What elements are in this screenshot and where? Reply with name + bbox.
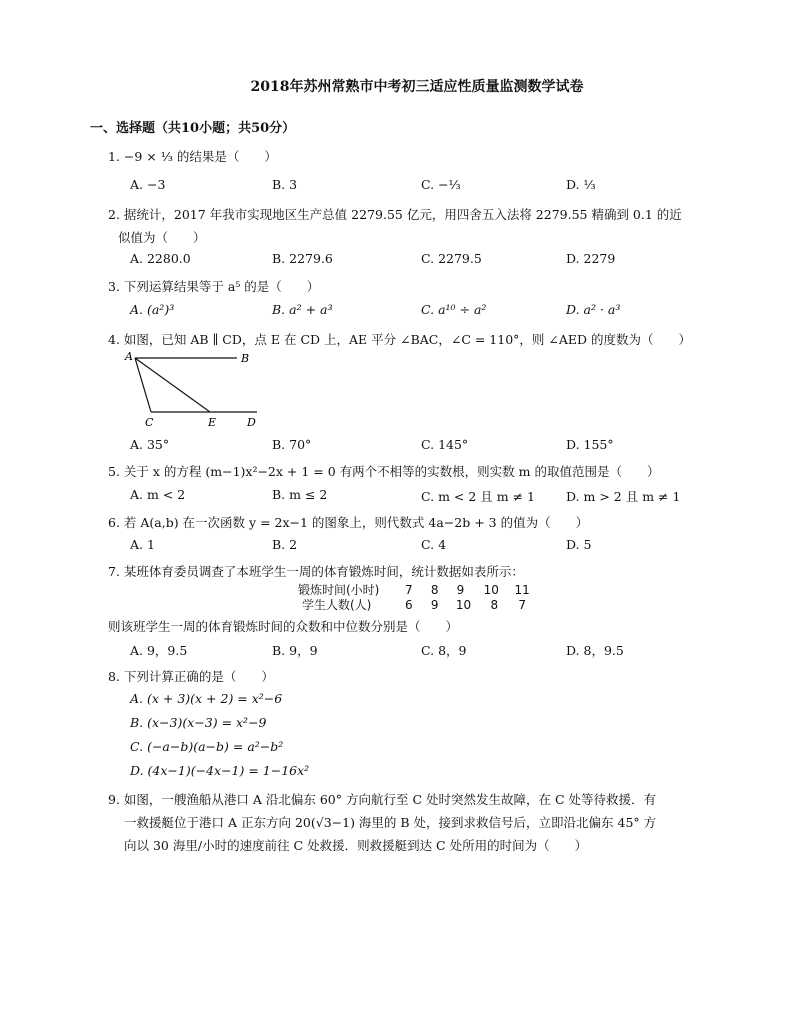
question-9-stem-line2: 一救援艇位于港口 A 正东方向 20(√3−1) 海里的 B 处，接到求救信号后，立即沿北偏东 45° 方 <box>124 815 657 830</box>
q3-option-d: D. a² · a³ <box>566 302 621 317</box>
q2-option-c: C. 2279.5 <box>421 251 482 266</box>
question-3-stem: 3. 下列运算结果等于 a⁵ 的是（ ） <box>108 279 320 294</box>
q6-option-b: B. 2 <box>272 537 298 552</box>
parallel-lines-figure <box>115 348 275 430</box>
q7-option-d: D. 8，9.5 <box>566 643 624 658</box>
q5-option-a: A. m < 2 <box>130 487 186 502</box>
question-4-stem: 4. 如图，已知 AB ∥ CD，点 E 在 CD 上，AE 平分 ∠BAC，∠C = 110°，则 ∠AED 的度数为（ ） <box>108 332 692 347</box>
q6-option-a: A. 1 <box>130 537 155 552</box>
q2-option-a: A. 2280.0 <box>130 251 191 266</box>
label-d: D <box>247 416 256 429</box>
question-1-stem: 1. −9 × ⅓ 的结果是（ ） <box>108 149 277 164</box>
q2-option-b: B. 2279.6 <box>272 251 333 266</box>
question-6-stem: 6. 若 A(a,b) 在一次函数 y = 2x−1 的图象上，则代数式 4a−2b + 3 的值为（ ） <box>108 515 589 530</box>
q8-option-b: B. (x−3)(x−3) = x²−9 <box>130 715 267 730</box>
question-7-followup: 则该班学生一周的体育锻炼时间的众数和中位数分别是（ ） <box>108 619 459 634</box>
q4-option-b: B. 70° <box>272 437 312 452</box>
section-heading: 一、选择题（共10小题；共50分） <box>90 121 296 136</box>
q5-option-b: B. m ≤ 2 <box>272 487 328 502</box>
table-cell: 8 <box>430 583 439 597</box>
q1-option-d: D. ⅓ <box>566 177 596 192</box>
q7-option-a: A. 9，9.5 <box>130 643 188 658</box>
q3-option-a: A. (a²)³ <box>130 302 175 317</box>
table-cell: 8 <box>490 598 499 612</box>
q7-option-b: B. 9，9 <box>272 643 318 658</box>
row-label-students: 学生人数(人) <box>302 598 372 612</box>
question-9-stem-line3: 向以 30 海里/小时的速度前往 C 处救援．则救援艇到达 C 处所用的时间为（ ） <box>124 838 588 853</box>
label-b: B <box>241 352 250 365</box>
q8-option-c: C. (−a−b)(a−b) = a²−b² <box>130 739 284 754</box>
q3-option-b: B. a² + a³ <box>272 302 333 317</box>
label-a: A <box>125 350 133 363</box>
q5-option-c: C. m < 2 且 m ≠ 1 <box>421 489 535 504</box>
q8-option-d: D. (4x−1)(−4x−1) = 1−16x² <box>130 763 310 778</box>
table-cell: 7 <box>405 583 413 597</box>
page-title: 2018年苏州常熟市中考初三适应性质量监测数学试卷 <box>250 79 584 95</box>
question-2-stem-line1: 2. 据统计，2017 年我市实现地区生产总值 2279.55 亿元，用四舍五入法将 2279.55 精确到 0.1 的近 <box>108 207 682 222</box>
table-cell: 9 <box>430 598 439 612</box>
q8-option-a: A. (x + 3)(x + 2) = x²−6 <box>130 691 283 706</box>
table-row-students <box>302 596 533 613</box>
q6-option-d: D. 5 <box>566 537 592 552</box>
q1-option-a: A. −3 <box>130 177 166 192</box>
table-cell: 10 <box>455 598 472 612</box>
label-e: E <box>208 416 217 429</box>
table-cell: 7 <box>518 598 526 612</box>
q6-option-c: C. 4 <box>421 537 447 552</box>
q3-option-c: C. a¹⁰ ÷ a² <box>421 302 487 317</box>
row-label-hours: 锻炼时间(小时) <box>298 583 380 597</box>
table-cell: 9 <box>456 583 465 597</box>
q1-option-b: B. 3 <box>272 177 298 192</box>
label-c: C <box>145 416 154 429</box>
table-cell: 6 <box>405 598 413 612</box>
q4-option-a: A. 35° <box>130 437 170 452</box>
q5-option-d: D. m > 2 且 m ≠ 1 <box>566 489 681 504</box>
q4-option-d: D. 155° <box>566 437 614 452</box>
q7-option-c: C. 8，9 <box>421 643 467 658</box>
table-cell: 11 <box>514 583 530 597</box>
q4-option-c: C. 145° <box>421 437 469 452</box>
question-2-stem-line2: 似值为（ ） <box>118 230 206 245</box>
table-cell: 10 <box>483 583 499 597</box>
q2-option-d: D. 2279 <box>566 251 616 266</box>
question-5-stem: 5. 关于 x 的方程 (m−1)x²−2x + 1 = 0 有两个不相等的实数根，则实数 m 的取值范围是（ ） <box>108 464 660 479</box>
question-8-stem: 8. 下列计算正确的是（ ） <box>108 669 274 684</box>
question-9-stem-line1: 9. 如图，一艘渔船从港口 A 沿北偏东 60° 方向航行至 C 处时突然发生故障，在 C 处等待救援．有 <box>108 792 656 807</box>
q1-option-c: C. −⅓ <box>421 177 461 192</box>
question-7-stem: 7. 某班体育委员调查了本班学生一周的体育锻炼时间，统计数据如表所示： <box>108 564 524 579</box>
